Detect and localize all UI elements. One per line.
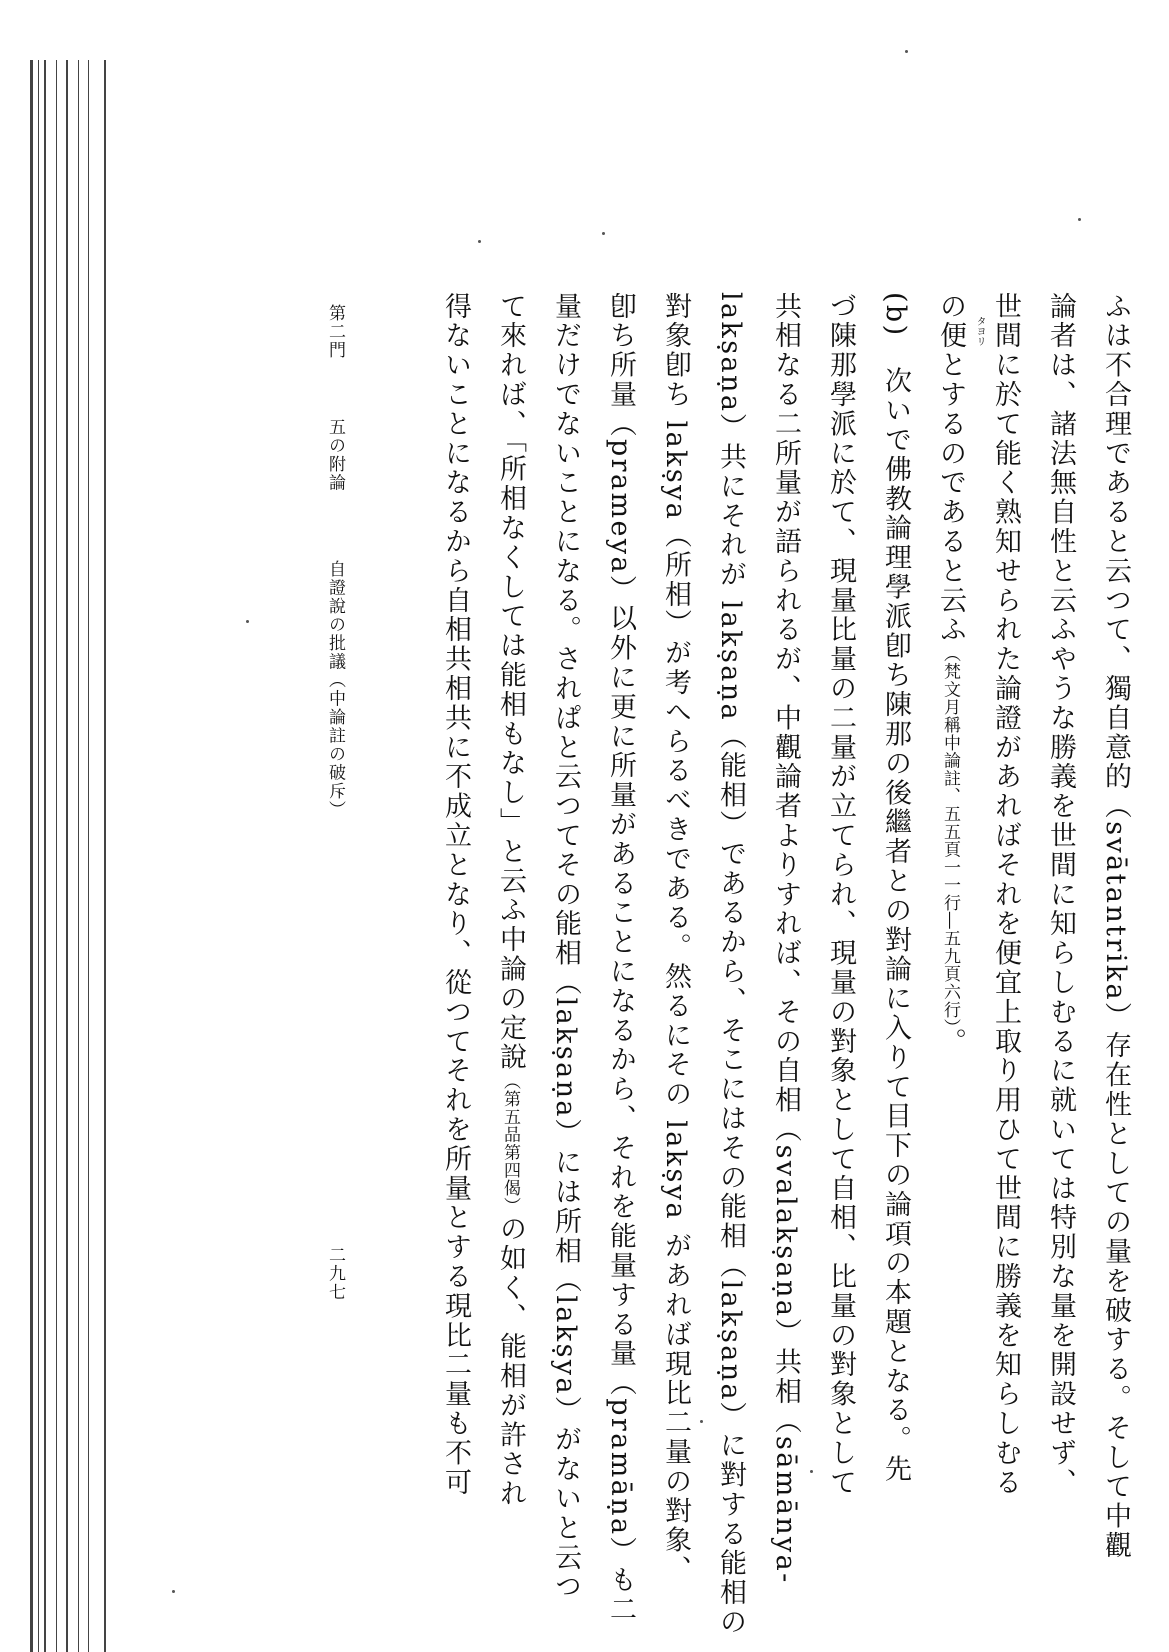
scan-speck (1078, 218, 1081, 221)
scan-speck (172, 1590, 175, 1593)
footer-chapter: 第二門 (325, 304, 345, 360)
binding-rule (38, 60, 39, 1652)
text-line-12-main: て來れば、「所相なくしては能相もなし」と云ふ中論の定說 (495, 292, 526, 1073)
text-line-7: 共相なる二所量が語られるが、中觀論者よりすれば、その自相（svalakṣaṇa）共相（sāmānya- (770, 292, 801, 1585)
text-line-9: 對象卽ち lakṣya（所相）が考へらるべきである。然るにその lakṣya があれば現比二量の對象、 (660, 292, 691, 1585)
scan-speck (700, 1420, 703, 1423)
footer-title-text: 自證說の批議 (325, 560, 345, 671)
furigana: タヨリ (974, 316, 985, 346)
text-line-11: 量だけでないことになる。されぱと云つてその能相（lakṣaṇa）には所相（lakṣya）がないと云つ (550, 292, 581, 1602)
text-line-12 (488, 292, 532, 1509)
text-line-2: 論者は、諸法無自性と云ふやうな勝義を世間に知らしむるに就いては特別な量を開設せず、 (1045, 292, 1076, 1498)
text-line-13: 得ないことになるから自相共相共に不成立となり、從つてそれを所量とする現比二量も不可 (440, 292, 471, 1498)
verse-note: （第五品第四偈） (500, 1072, 520, 1215)
text-line-5: (b) 次いで佛教論理學派卽ち陳那の後繼者との對論に入りて目下の論項の本題となる。先 (880, 292, 911, 1485)
text-line-8: lakṣaṇa）共にそれが lakṣaṇa（能相）であるから、そこにはその能相（lakṣaṇa）に對する能相の (715, 292, 746, 1638)
text-line-3: 世間に於て能く熟知せられた論證があればそれを便宜上取り用ひて世間に勝義を知らしむる (990, 292, 1021, 1498)
footer-title-note: （中論註の破斥） (325, 671, 345, 819)
scan-speck (246, 620, 249, 623)
binding-rule (78, 60, 79, 1652)
footer-section: 五の附論 (325, 418, 345, 492)
footer-title (320, 560, 350, 819)
citation-note: （梵文月稱中論註、五五頁一一行―五九頁六行） (940, 644, 960, 1028)
binding-edge (0, 0, 120, 1652)
text-line-6: づ陳那學派に於て、現量比量の二量が立てられ、現量の對象として自相、比量の對象として (825, 292, 856, 1498)
text-line-4-end: 。 (935, 1027, 966, 1058)
text-line-4 (928, 292, 972, 1057)
binding-rule (66, 60, 68, 1652)
text-line-12-end: の如く、能相が許され (495, 1214, 526, 1509)
scan-speck (905, 50, 908, 53)
text-line-4-main: の便とするのであると云ふ (935, 292, 966, 645)
scan-speck (810, 1470, 813, 1473)
text-line-10: 卽ち所量（prameya）以外に更に所量があることになるから、それを能量する量（pramāṇa）も二 (605, 292, 636, 1625)
scan-speck (478, 240, 481, 243)
page-number: 二九七 (325, 1246, 345, 1302)
binding-rule (30, 60, 33, 1652)
binding-rule (88, 60, 89, 1652)
binding-rule (56, 60, 57, 1652)
text-line-1: ふは不合理であると云つて、獨自意的（svātantrika）存在性としての量を破する。そして中觀 (1100, 292, 1131, 1561)
scan-speck (602, 232, 605, 235)
binding-rule (44, 60, 46, 1652)
binding-rule (104, 60, 106, 1652)
